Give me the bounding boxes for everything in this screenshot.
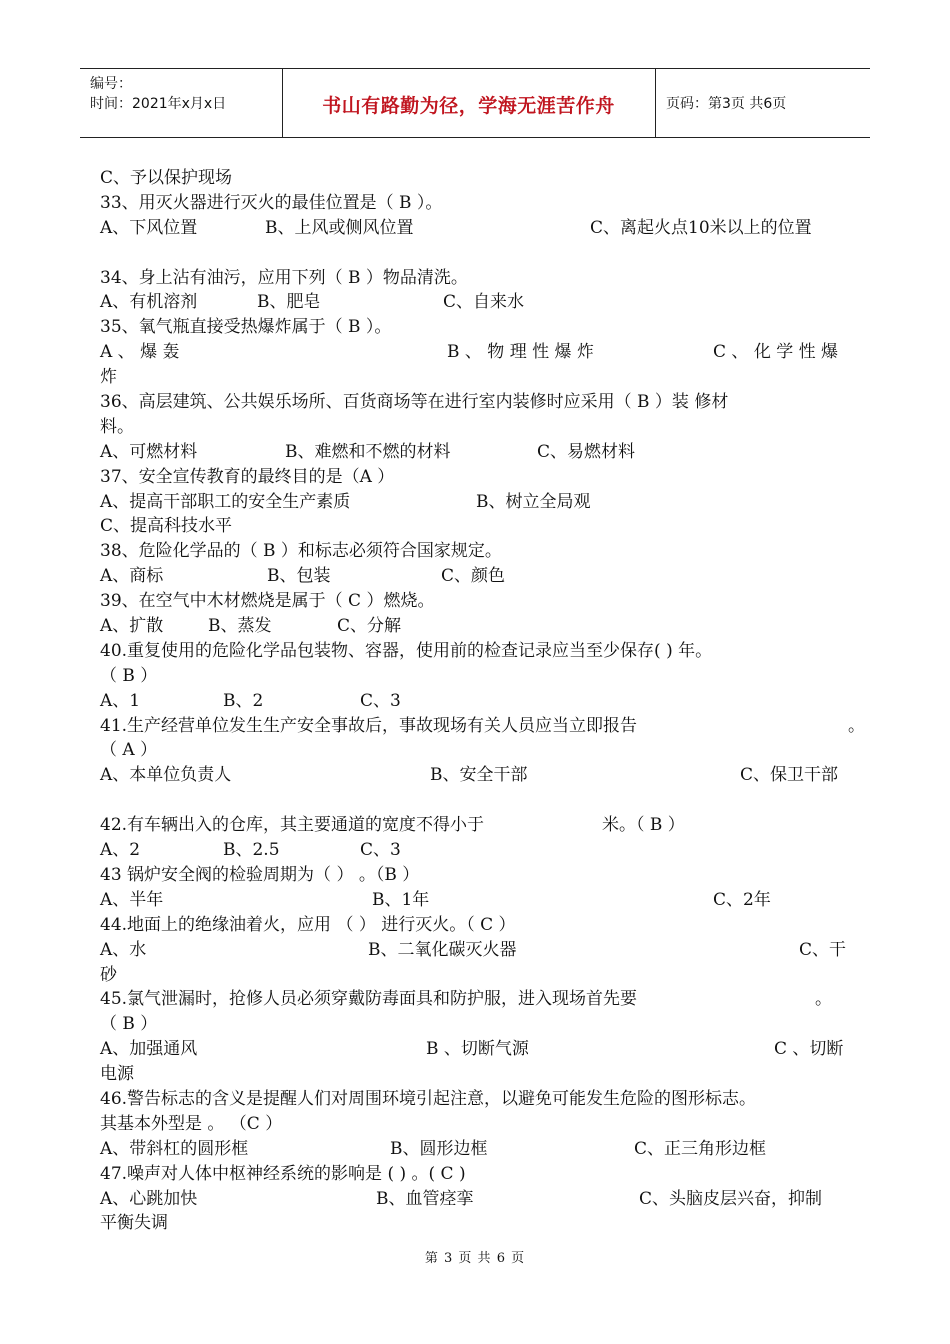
option-c: C 、切断 <box>774 1039 844 1060</box>
option-c: C 、 化 学 性 爆 <box>713 342 839 363</box>
option-b: B、1年 <box>372 889 430 910</box>
text-line <box>100 1112 852 1137</box>
text-segment: 39、在空气中木材燃烧是属于（ C ）燃烧。 <box>100 591 435 612</box>
options-line <box>100 1137 852 1162</box>
text-segment: （ A ） <box>100 740 158 761</box>
question-34 <box>100 266 852 291</box>
option-c: C、正三角形边框 <box>634 1138 767 1159</box>
option-a: A、半年 <box>100 889 164 910</box>
option-c: C、干 <box>799 939 847 960</box>
text-line <box>100 365 852 390</box>
header-motto-cell <box>282 69 656 137</box>
question-41 <box>100 714 865 739</box>
option-b: B、难燃和不燃的材料 <box>285 441 451 462</box>
options-line <box>100 888 852 913</box>
text-segment: 47.噪声对人体中枢神经系统的影响是 ( ) 。( C ) <box>100 1163 466 1184</box>
answer-line <box>100 664 852 689</box>
blank-line <box>100 788 852 813</box>
document-time-label: 时间：2021年x月x日 <box>90 96 227 112</box>
text-line <box>100 1211 852 1236</box>
options-line <box>100 440 852 465</box>
header-page-info: 页码：第3页 共6页 <box>666 96 787 112</box>
option-a: A、可燃材料 <box>100 441 198 462</box>
option-b: B 、 物 理 性 爆 炸 <box>447 342 594 363</box>
option-c: C、3 <box>360 690 401 711</box>
text-segment: 45.氯气泄漏时，抢修人员必须穿戴防毒面具和防护服，进入现场首先要 <box>100 989 638 1010</box>
option-b: B、二氧化碳灭火器 <box>368 939 517 960</box>
option-c: C、3 <box>360 840 401 861</box>
text-segment: 41.生产经营单位发生生产安全事故后，事故现场有关人员应当立即报告 <box>100 715 638 736</box>
question-44 <box>100 913 852 938</box>
options-line <box>100 838 852 863</box>
options-line <box>100 290 852 315</box>
option-a: A、商标 <box>100 566 164 587</box>
option-c: C、头脑皮层兴奋，抑制 <box>639 1188 823 1209</box>
option-a: A、下风位置 <box>100 217 198 238</box>
text-segment: 33、用灭火器进行灭火的最佳位置是（ B ）。 <box>100 192 443 213</box>
option-a: A、本单位负责人 <box>100 765 232 786</box>
text-line <box>100 415 852 440</box>
option-c: C、易燃材料 <box>537 441 636 462</box>
text-segment: 43 锅炉安全阀的检验周期为（ ） 。（B ） <box>100 864 420 885</box>
options-line <box>100 216 852 241</box>
options-line <box>100 1037 852 1062</box>
question-36 <box>100 390 852 415</box>
options-line <box>100 689 852 714</box>
text-line <box>100 166 852 191</box>
option-c: C、保卫干部 <box>740 765 839 786</box>
text-segment: 38、危险化学品的（ B ）和标志必须符合国家规定。 <box>100 541 502 562</box>
text-segment: 40.重复使用的危险化学品包装物、容器，使用前的检查记录应当至少保存( ) 年。 <box>100 640 713 661</box>
option-b: B、安全干部 <box>430 765 528 786</box>
options-line <box>100 938 852 963</box>
text-segment: 37、安全宣传教育的最终目的是（A ） <box>100 466 395 487</box>
options-line <box>100 490 852 515</box>
text-segment: 。 <box>815 989 832 1010</box>
text-line <box>100 963 852 988</box>
text-segment: C、予以保护现场 <box>100 168 233 188</box>
option-b: B、上风或侧风位置 <box>265 217 414 238</box>
option-b: B 、切断气源 <box>426 1039 529 1060</box>
options-line <box>100 1187 852 1212</box>
option-b: B、肥皂 <box>257 292 321 313</box>
text-segment: 料。 <box>100 416 134 437</box>
options-line <box>100 564 852 589</box>
text-segment: （ B ） <box>100 665 158 686</box>
header-page-cell <box>656 69 870 137</box>
option-a: A、扩散 <box>100 616 164 637</box>
option-c: C、自来水 <box>443 292 525 313</box>
text-segment: 42.有车辆出入的仓库，其主要通道的宽度不得小于 <box>100 815 485 836</box>
option-a: A、水 <box>100 939 147 960</box>
option-b: B、蒸发 <box>208 616 272 637</box>
question-35 <box>100 315 852 340</box>
text-segment: 炸 <box>100 367 117 388</box>
text-segment: 46.警告标志的含义是提醒人们对周围环境引起注意，以避免可能发生危险的图形标志。 <box>100 1088 757 1109</box>
question-43 <box>100 863 852 888</box>
option-c: C、颜色 <box>441 566 506 587</box>
question-40 <box>100 639 852 664</box>
option-b: B、2.5 <box>223 840 280 861</box>
option-a: A、加强通风 <box>100 1039 198 1060</box>
header-motto: 书山有路勤为径，学海无涯苦作舟 <box>322 95 615 117</box>
question-38 <box>100 539 852 564</box>
option-c: C、分解 <box>337 616 402 637</box>
blank-line <box>100 241 852 266</box>
question-45 <box>100 987 852 1012</box>
text-line <box>100 1062 852 1087</box>
question-42 <box>100 813 852 838</box>
option-b: B、树立全局观 <box>476 491 591 512</box>
question-47 <box>100 1162 852 1187</box>
option-b: B、圆形边框 <box>390 1138 488 1159</box>
text-segment: 砂 <box>100 964 117 985</box>
option-c: C、提高科技水平 <box>100 516 233 537</box>
option-a: A、2 <box>100 840 141 861</box>
options-line <box>100 514 852 539</box>
answer-line <box>100 1012 852 1037</box>
option-c: C、2年 <box>713 889 771 910</box>
document-number-label: 编号： <box>90 76 132 92</box>
text-segment: 其基本外型是 。 （C ） <box>100 1113 283 1134</box>
answer-line <box>100 738 852 763</box>
text-segment: 44.地面上的绝缘油着火，应用 （ ） 进行灭火。（ C ） <box>100 914 516 935</box>
question-37 <box>100 465 852 490</box>
option-a: A、有机溶剂 <box>100 292 198 313</box>
text-segment: 平衡失调 <box>100 1213 168 1234</box>
option-a: A、心跳加快 <box>100 1188 198 1209</box>
text-segment: 35、氧气瓶直接受热爆炸属于（ B ）。 <box>100 317 392 338</box>
options-line <box>100 763 852 788</box>
option-b: B、包装 <box>267 566 331 587</box>
text-segment: 34、身上沾有油污，应用下列（ B ）物品清洗。 <box>100 267 468 288</box>
options-line <box>100 614 852 639</box>
page-header <box>80 68 870 138</box>
option-a: A、带斜杠的圆形框 <box>100 1138 249 1159</box>
question-33 <box>100 191 852 216</box>
text-segment: （ B ） <box>100 1014 158 1035</box>
option-b: B、血管痉挛 <box>376 1188 474 1209</box>
text-segment: 米。（ B ） <box>602 815 685 836</box>
question-content <box>100 166 865 1236</box>
question-46 <box>100 1087 852 1112</box>
header-meta-cell <box>80 69 283 137</box>
option-b: B、2 <box>223 690 264 711</box>
text-segment: 。 <box>848 715 865 736</box>
text-segment: 36、高层建筑、公共娱乐场所、百货商场等在进行室内装修时应采用（ B ）装 修材 <box>100 392 729 413</box>
page-footer: 第 3 页 共 6 页 <box>424 1251 526 1266</box>
option-c: C、离起火点10米以上的位置 <box>590 217 812 238</box>
question-39 <box>100 589 852 614</box>
option-a: A、提高干部职工的安全生产素质 <box>100 491 351 512</box>
text-segment: 电源 <box>100 1064 134 1085</box>
option-a: A、1 <box>100 690 141 711</box>
options-line <box>100 340 852 365</box>
option-a: A 、 爆 轰 <box>100 342 180 363</box>
